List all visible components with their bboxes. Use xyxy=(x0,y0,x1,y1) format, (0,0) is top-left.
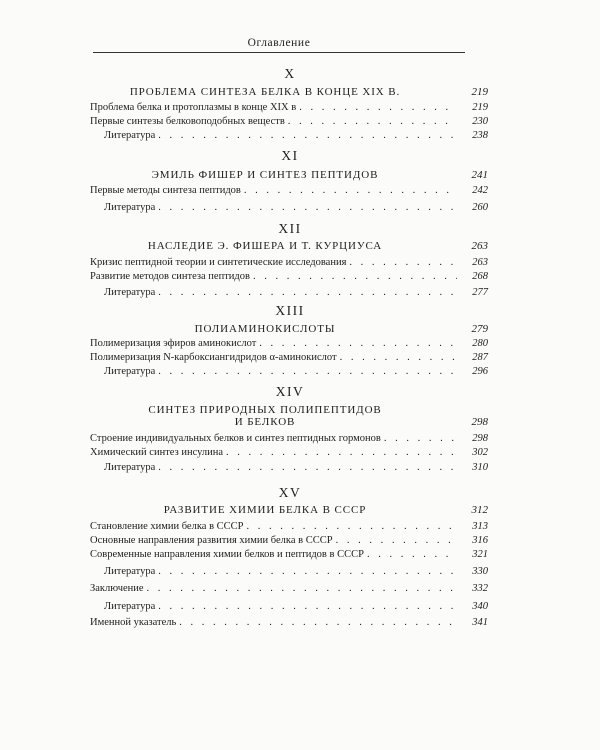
section-page: 279 xyxy=(471,323,488,335)
toc-entry[interactable] xyxy=(90,617,488,629)
toc-entry[interactable] xyxy=(90,549,488,561)
entry-page: 321 xyxy=(472,549,488,560)
section-page: 312 xyxy=(471,504,488,516)
entry-title: Литература xyxy=(104,566,156,577)
entry-page: 310 xyxy=(472,462,488,473)
section-title: ЭМИЛЬ ФИШЕР И СИНТЕЗ ПЕПТИДОВ xyxy=(151,169,379,181)
entry-title: Литература xyxy=(104,366,156,377)
entry-page: 296 xyxy=(472,366,488,377)
entry-title: Становление химии белка в СССР xyxy=(90,521,244,532)
entry-title: Литература xyxy=(104,202,156,213)
section-page: 219 xyxy=(471,86,488,98)
dot-leader xyxy=(367,549,457,561)
running-header: Оглавление xyxy=(247,37,311,49)
section-number: XI xyxy=(281,148,299,163)
dot-leader xyxy=(288,116,457,128)
section-page: 263 xyxy=(471,240,488,252)
dot-leader xyxy=(226,447,457,459)
dot-leader xyxy=(158,462,457,474)
dot-leader xyxy=(158,566,457,578)
section-page: 298 xyxy=(471,416,488,428)
section-title: РАЗВИТИЕ ХИМИИ БЕЛКА В СССР xyxy=(163,504,367,516)
toc-entry[interactable] xyxy=(90,116,488,128)
entry-page: 277 xyxy=(472,287,488,298)
section-number: XV xyxy=(278,485,302,500)
entry-title: Литература xyxy=(104,130,156,141)
entry-title: Развитие методов синтеза пептидов xyxy=(90,271,250,282)
toc-entry[interactable] xyxy=(104,366,488,378)
section-title: СИНТЕЗ ПРИРОДНЫХ ПОЛИПЕПТИДОВ xyxy=(148,404,382,416)
entry-page: 341 xyxy=(472,617,488,628)
section-title-line-2: И БЕЛКОВ xyxy=(234,416,296,428)
entry-title: Литература xyxy=(104,462,156,473)
dot-leader xyxy=(336,535,457,547)
dot-leader xyxy=(259,338,457,350)
entry-page: 238 xyxy=(472,130,488,141)
dot-leader xyxy=(253,271,457,283)
entry-page: 268 xyxy=(472,271,488,282)
entry-title: Литература xyxy=(104,287,156,298)
dot-leader xyxy=(247,521,458,533)
toc-entry[interactable] xyxy=(90,521,488,533)
dot-leader xyxy=(179,617,457,629)
entry-title: Кризис пептидной теории и синтетические исследования xyxy=(90,257,347,268)
toc-entry[interactable] xyxy=(90,338,488,350)
toc-entry[interactable] xyxy=(90,185,488,197)
dot-leader xyxy=(158,130,457,142)
header-rule xyxy=(93,52,465,53)
entry-page: 316 xyxy=(472,535,488,546)
toc-entry[interactable] xyxy=(90,535,488,547)
dot-leader xyxy=(158,601,457,613)
toc-entry[interactable] xyxy=(90,433,488,445)
toc-entry[interactable] xyxy=(104,462,488,474)
section-number: XII xyxy=(278,221,302,236)
dot-leader xyxy=(158,202,457,214)
entry-page: 302 xyxy=(472,447,488,458)
entry-page: 313 xyxy=(472,521,488,532)
entry-page: 287 xyxy=(472,352,488,363)
toc-entry[interactable] xyxy=(104,601,488,613)
dot-leader xyxy=(158,366,457,378)
section-title: ПРОБЛЕМА СИНТЕЗА БЕЛКА В КОНЦЕ XIX В. xyxy=(129,86,401,98)
entry-title: Полимеризация эфиров аминокислот xyxy=(90,338,257,349)
section-number: XIV xyxy=(275,384,305,399)
entry-title: Полимеризация N-карбоксиангидридов α-аминокислот xyxy=(90,352,337,363)
section-title: НАСЛЕДИЕ Э. ФИШЕРА И Т. КУРЦИУСА xyxy=(147,240,383,252)
dot-leader xyxy=(340,352,457,364)
toc-entry[interactable] xyxy=(104,130,488,142)
section-number: XIII xyxy=(275,303,305,318)
entry-page: 242 xyxy=(472,185,488,196)
entry-title: Заключение xyxy=(90,583,144,594)
toc-entry[interactable] xyxy=(90,257,488,269)
entry-page: 219 xyxy=(472,102,488,113)
entry-page: 280 xyxy=(472,338,488,349)
toc-entry[interactable] xyxy=(104,566,488,578)
entry-page: 330 xyxy=(472,566,488,577)
toc-entry[interactable] xyxy=(90,271,488,283)
entry-page: 263 xyxy=(472,257,488,268)
entry-title: Строение индивидуальных белков и синтез пептидных гормонов xyxy=(90,433,381,444)
toc-entry[interactable] xyxy=(104,287,488,299)
dot-leader xyxy=(244,185,457,197)
toc-entry[interactable] xyxy=(90,447,488,459)
section-number: X xyxy=(284,66,296,81)
dot-leader xyxy=(299,102,457,114)
section-title: ПОЛИАМИНОКИСЛОТЫ xyxy=(194,323,336,335)
entry-title: Именной указатель xyxy=(90,617,177,628)
dot-leader xyxy=(349,257,457,269)
dot-leader xyxy=(147,583,457,595)
section-page: 241 xyxy=(471,169,488,181)
entry-page: 260 xyxy=(472,202,488,213)
entry-page: 230 xyxy=(472,116,488,127)
entry-page: 298 xyxy=(472,433,488,444)
entry-page: 340 xyxy=(472,601,488,612)
entry-title: Основные направления развития химии белка в СССР xyxy=(90,535,333,546)
entry-title: Первые синтезы белковоподобных веществ xyxy=(90,116,285,127)
toc-entry[interactable] xyxy=(104,202,488,214)
entry-title: Современные направления химии белков и пептидов в СССР xyxy=(90,549,364,560)
toc-entry[interactable] xyxy=(90,583,488,595)
entry-title: Химический синтез инсулина xyxy=(90,447,224,458)
entry-page: 332 xyxy=(472,583,488,594)
entry-title: Литература xyxy=(104,601,156,612)
entry-title: Проблема белка и протоплазмы в конце XIX в xyxy=(90,102,297,113)
toc-entry[interactable] xyxy=(90,352,488,364)
dot-leader xyxy=(384,433,457,445)
toc-entry[interactable] xyxy=(90,102,488,114)
dot-leader xyxy=(158,287,457,299)
entry-title: Первые методы синтеза пептидов xyxy=(90,185,241,196)
